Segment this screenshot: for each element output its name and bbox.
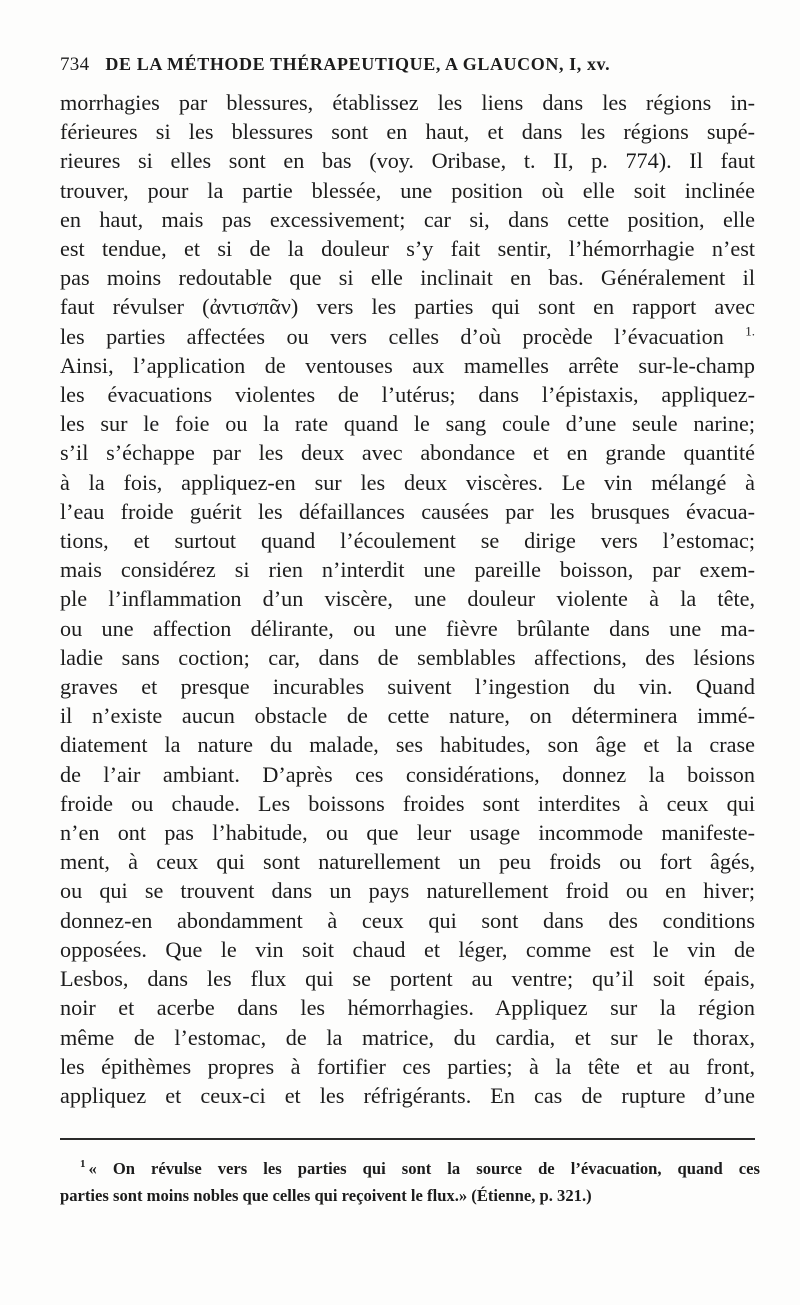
text-line: donnez-en abondamment à ceux qui sont dans des conditions: [60, 907, 755, 933]
text-line: il n’existe aucun obstacle de cette nature, on déterminera immé-: [60, 703, 755, 729]
text-line: ou une affection délirante, ou une fièvre brûlante dans une ma-: [60, 615, 755, 641]
text-line: ou qui se trouvent dans un pays naturellement froid ou en hiver;: [60, 878, 755, 904]
text-line: mais considérez si rien n’interdit une pareille boisson, par exem-: [60, 557, 755, 583]
text-line: les évacuations violentes de l’utérus; dans l’épistaxis, appliquez-: [60, 382, 755, 408]
footnote-reference[interactable]: 1.: [745, 323, 755, 339]
text-line: l’eau froide guérit les défaillances causées par les brusques évacua-: [60, 498, 755, 524]
text-line: appliquez et ceux-ci et les réfrigérants. En cas de rupture d’une: [60, 1082, 755, 1108]
text-line: les épithèmes propres à fortifier ces parties; à la tête et au front,: [60, 1053, 755, 1079]
text-line: pas moins redoutable que si elle inclinait en bas. Généralement il: [60, 265, 755, 291]
text-line: faut révulser (ἀντισπᾶν) vers les parties qui sont en rapport avec: [60, 294, 755, 320]
text-line: Ainsi, l’application de ventouses aux mamelles arrête sur-le-champ: [60, 352, 755, 378]
running-head: [60, 54, 760, 84]
text-line: rieures si elles sont en bas (voy. Oribase, t. II, p. 774). Il faut: [60, 148, 755, 174]
text-line: est tendue, et si de la douleur s’y fait sentir, l’hémorrhagie n’est: [60, 236, 755, 262]
text-line: trouver, pour la partie blessée, une position où elle soit inclinée: [60, 177, 755, 203]
text-line: de l’air ambiant. D’après ces considérations, donnez la boisson: [60, 761, 755, 787]
text-line: Lesbos, dans les flux qui se portent au ventre; qu’il soit épais,: [60, 966, 755, 992]
text-line: férieures si les blessures sont en haut, et dans les régions supé-: [60, 119, 755, 145]
footnote-line: [60, 1155, 760, 1182]
text-line: ment, à ceux qui sont naturellement un peu froids ou fort âgés,: [60, 849, 755, 875]
footnote-number: 1: [80, 1158, 86, 1171]
text-line: même de l’estomac, de la matrice, du cardia, et sur le thorax,: [60, 1024, 755, 1050]
footnote-text: « On révulse vers les parties qui sont la source de l’évacuation, quand ces: [88, 1159, 760, 1178]
text-line: ple l’inflammation d’un viscère, une douleur violente à la tête,: [60, 586, 755, 612]
text-line: noir et acerbe dans les hémorrhagies. Appliquez sur la région: [60, 995, 755, 1021]
running-title: DE LA MÉTHODE THÉRAPEUTIQUE, A GLAUCON, I, xv.: [105, 54, 611, 74]
text-line: graves et presque incurables suivent l’ingestion du vin. Quand: [60, 674, 755, 700]
text-line: tions, et surtout quand l’écoulement se dirige vers l’estomac;: [60, 528, 755, 554]
text-line: morrhagies par blessures, établissez les liens dans les régions in-: [60, 90, 755, 115]
text-line: diatement la nature du malade, ses habitudes, son âge et la crase: [60, 732, 755, 758]
text-line: opposées. Que le vin soit chaud et léger, comme est le vin de: [60, 936, 755, 962]
page-number: 734: [60, 54, 90, 75]
text-line: en haut, mais pas excessivement; car si, dans cette position, elle: [60, 206, 755, 232]
text-line: les sur le foie ou la rate quand le sang coule d’une seule narine;: [60, 411, 755, 437]
footnote: [60, 1155, 760, 1209]
text-line-content: les parties affectées ou vers celles d’où procède l’évacuation: [60, 323, 724, 349]
text-line: froide ou chaude. Les boissons froides sont interdites à ceux qui: [60, 790, 755, 816]
footnote-line: parties sont moins nobles que celles qui reçoivent le flux.» (Étienne, p. 321.): [60, 1186, 592, 1205]
text-line-with-footnote-ref: [60, 322, 755, 351]
text-line: s’il s’échappe par les deux avec abondance et en grande quantité: [60, 440, 755, 466]
main-text: [60, 88, 755, 1110]
text-line: à la fois, appliquez-en sur les deux viscères. Le vin mélangé à: [60, 469, 755, 495]
text-line: ladie sans coction; car, dans de semblables affections, des lésions: [60, 644, 755, 670]
footnote-divider: [60, 1138, 755, 1140]
text-line: n’en ont pas l’habitude, ou que leur usage incommode manifeste-: [60, 820, 755, 846]
